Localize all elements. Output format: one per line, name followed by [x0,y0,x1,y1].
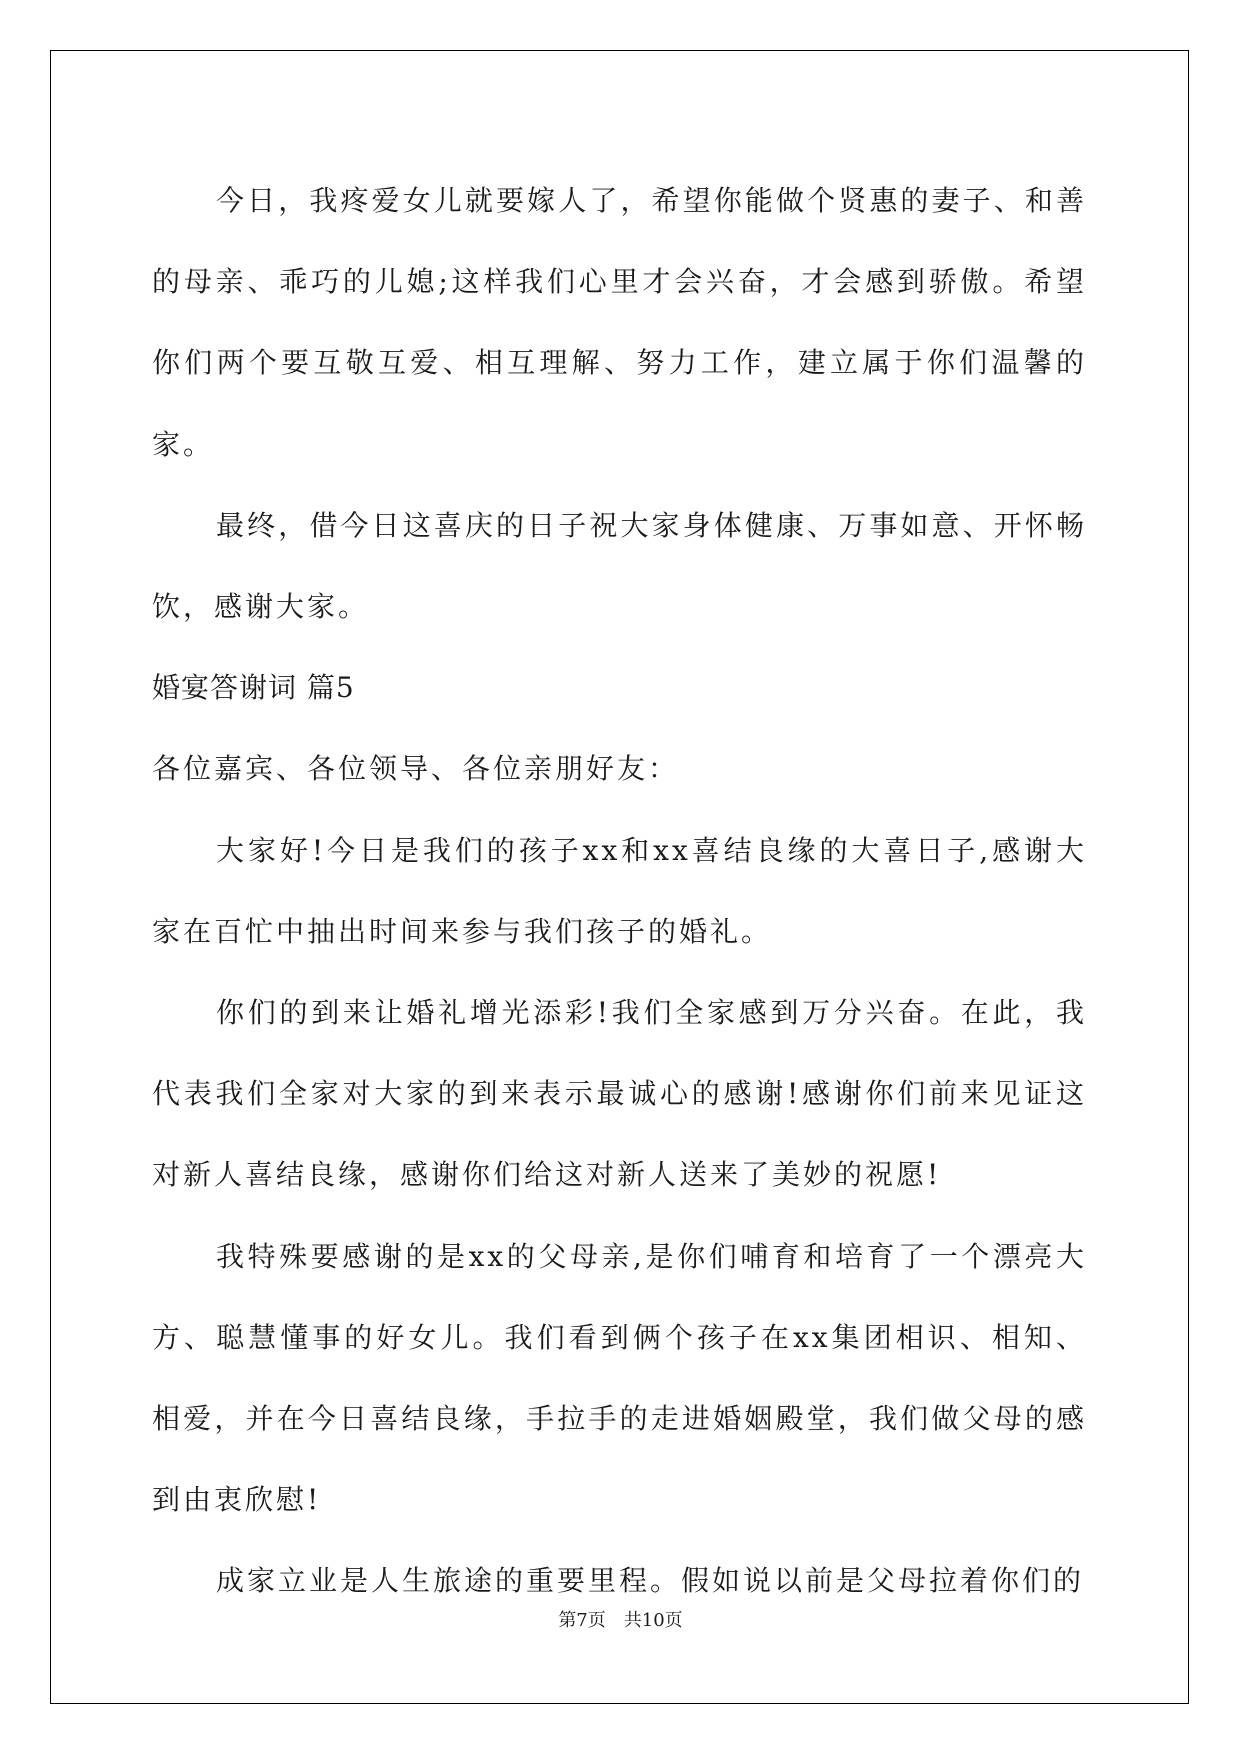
salutation: 各位嘉宾、各位领导、各位亲朋好友： [152,752,680,786]
page-footer [0,1606,1241,1632]
page-total: 共10页 [623,1610,683,1631]
paragraph: 大家好!今日是我们的孩子xx和xx喜结良缘的大喜日子,感谢大家在百忙中抽出时间来参与我们孩子的婚礼。 [152,833,1087,948]
section-heading: 婚宴答谢词 篇5 [152,671,355,705]
paragraph: 我特殊要感谢的是xx的父母亲,是你们哺育和培育了一个漂亮大方、聪慧懂事的好女儿。我们看到俩个孩子在xx集团相识、相知、相爱，并在今日喜结良缘，手拉手的走进婚姻殿堂，我们做父母的感到由衷欣慰! [152,1239,1087,1517]
paragraph: 你们的到来让婚礼增光添彩!我们全家感到万分兴奋。在此，我代表我们全家对大家的到来表示最诚心的感谢!感谢你们前来见证这对新人喜结良缘，感谢你们给这对新人送来了美妙的祝愿! [152,996,1087,1192]
paragraph: 今日，我疼爱女儿就要嫁人了，希望你能做个贤惠的妻子、和善的母亲、乖巧的儿媳;这样我们心里才会兴奋，才会感到骄傲。希望你们两个要互敬互爱、相互理解、努力工作，建立属于你们温馨的家。 [152,184,1087,461]
document-body [152,160,1087,1622]
page-number: 第7页 [558,1610,606,1631]
paragraph: 最终，借今日这喜庆的日子祝大家身体健康、万事如意、开怀畅饮，感谢大家。 [152,508,1087,624]
paragraph: 成家立业是人生旅途的重要里程。假如说以前是父母拉着你们的 [216,1564,1085,1598]
